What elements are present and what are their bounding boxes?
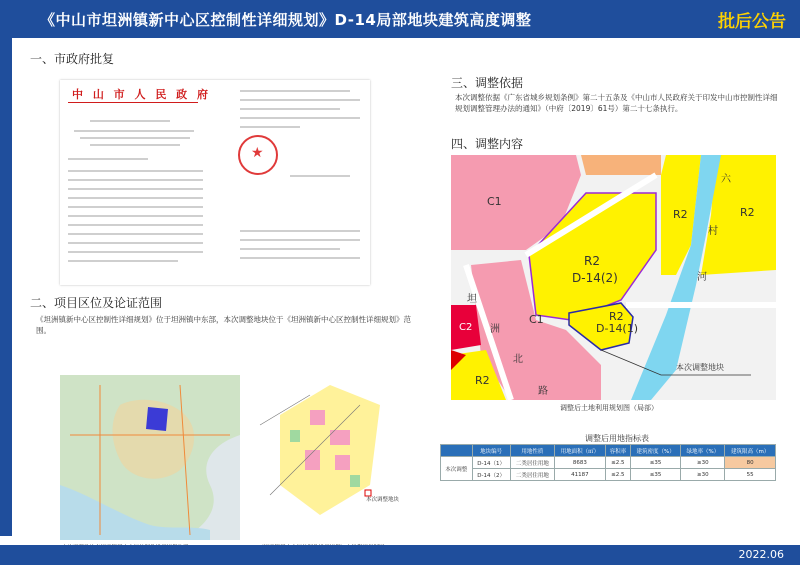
plan-label-d14-2: D-14(2) (572, 271, 618, 285)
road-char-7: 六 (721, 174, 731, 185)
issuer-heading: 中 山 市 人 民 政 府 (72, 88, 211, 101)
road-char-1: 坦 (467, 294, 477, 305)
table-row (441, 469, 776, 481)
plan-callout-label: 本次调整地块 (676, 363, 724, 372)
table-header-cell: 地块编号 (472, 445, 510, 457)
plan-caption: 调整后土地利用规划图（局部） (560, 404, 658, 412)
table-cell: ≤2.5 (605, 457, 630, 469)
plan-label-r2-right1: R2 (673, 208, 688, 221)
section-title-location: 二、项目区位及论证范围 (30, 296, 163, 310)
table-header-cell: 建筑限高（m） (725, 445, 776, 457)
road-char-3: 北 (513, 354, 523, 365)
table-group-cell: 本次调整 (441, 457, 473, 481)
government-document (60, 80, 370, 285)
table-row (441, 457, 776, 469)
page-title: 《中山市坦洲镇新中心区控制性详细规划》D-14局部地块建筑高度调整 (40, 11, 532, 29)
plan-label-r2-small: R2 (609, 310, 624, 323)
official-seal-icon: ★ (238, 135, 278, 175)
section-title-basis: 三、调整依据 (451, 76, 524, 90)
table-header-cell: 绿地率（%） (681, 445, 725, 457)
plan-label-c1-top: C1 (487, 195, 502, 208)
road-char-2: 洲 (490, 324, 500, 335)
table-cell: D-14（2） (472, 469, 510, 481)
table-header-row (441, 445, 776, 457)
red-divider (68, 102, 198, 103)
section-title-content: 四、调整内容 (451, 137, 524, 151)
table-header-cell: 用地面积（㎡） (555, 445, 606, 457)
road-char-5: 河 (697, 272, 707, 283)
plan-label-d14-1: D-14(1) (596, 322, 639, 335)
basis-text: 本次调整依据《广东省城乡规划条例》第二十五条及《中山市人民政府关于印发中山市控制性详细规划调整管理办法的通知》（中府〔2019〕61号）第二十七条执行。 (455, 93, 778, 113)
table-title: 调整后用地指标表 (585, 434, 649, 443)
table-header-cell (441, 445, 473, 457)
left-accent-bar (0, 38, 12, 536)
table-cell: ≤35 (630, 457, 680, 469)
table-cell: ≥30 (681, 469, 725, 481)
notice-badge: 批后公告 (718, 12, 786, 32)
table-header-cell: 建筑密度（%） (630, 445, 680, 457)
footer-date: 2022.06 (738, 548, 784, 561)
indicator-table (440, 444, 776, 481)
road-char-4: 路 (538, 386, 548, 397)
plan-label-c2: C2 (459, 322, 473, 333)
table-cell: 55 (725, 469, 776, 481)
header-bar (0, 0, 800, 38)
table-header-cell: 容积率 (605, 445, 630, 457)
landuse-map (250, 375, 410, 540)
table-cell: 二类居住用地 (510, 457, 554, 469)
table-cell-highlight: 80 (725, 457, 776, 469)
plan-label-r2-center: R2 (584, 254, 600, 268)
plan-label-r2-left: R2 (475, 374, 490, 387)
section-title-approval: 一、市政府批复 (30, 52, 115, 66)
table-cell: ≤35 (630, 469, 680, 481)
location-map (60, 375, 240, 540)
map2-target-label: 本次调整地块 (366, 497, 400, 503)
plan-label-r2-right2: R2 (740, 206, 755, 219)
footer-bar (0, 545, 800, 565)
table-cell: 8683 (555, 457, 606, 469)
table-cell: 41187 (555, 469, 606, 481)
table-cell: ≥30 (681, 457, 725, 469)
location-text: 《坦洲镇新中心区控制性详细规划》位于坦洲镇中东部，本次调整地块位于《坦洲镇新中心区控制性详细规划》范围。 (36, 315, 411, 335)
table-cell: 二类居住用地 (510, 469, 554, 481)
table-header-cell: 用地性质 (510, 445, 554, 457)
road-char-6: 村 (708, 226, 718, 237)
table-cell: D-14（1） (472, 457, 510, 469)
table-cell: ≤2.5 (605, 469, 630, 481)
plan-label-c1-bottom: C1 (529, 313, 544, 326)
